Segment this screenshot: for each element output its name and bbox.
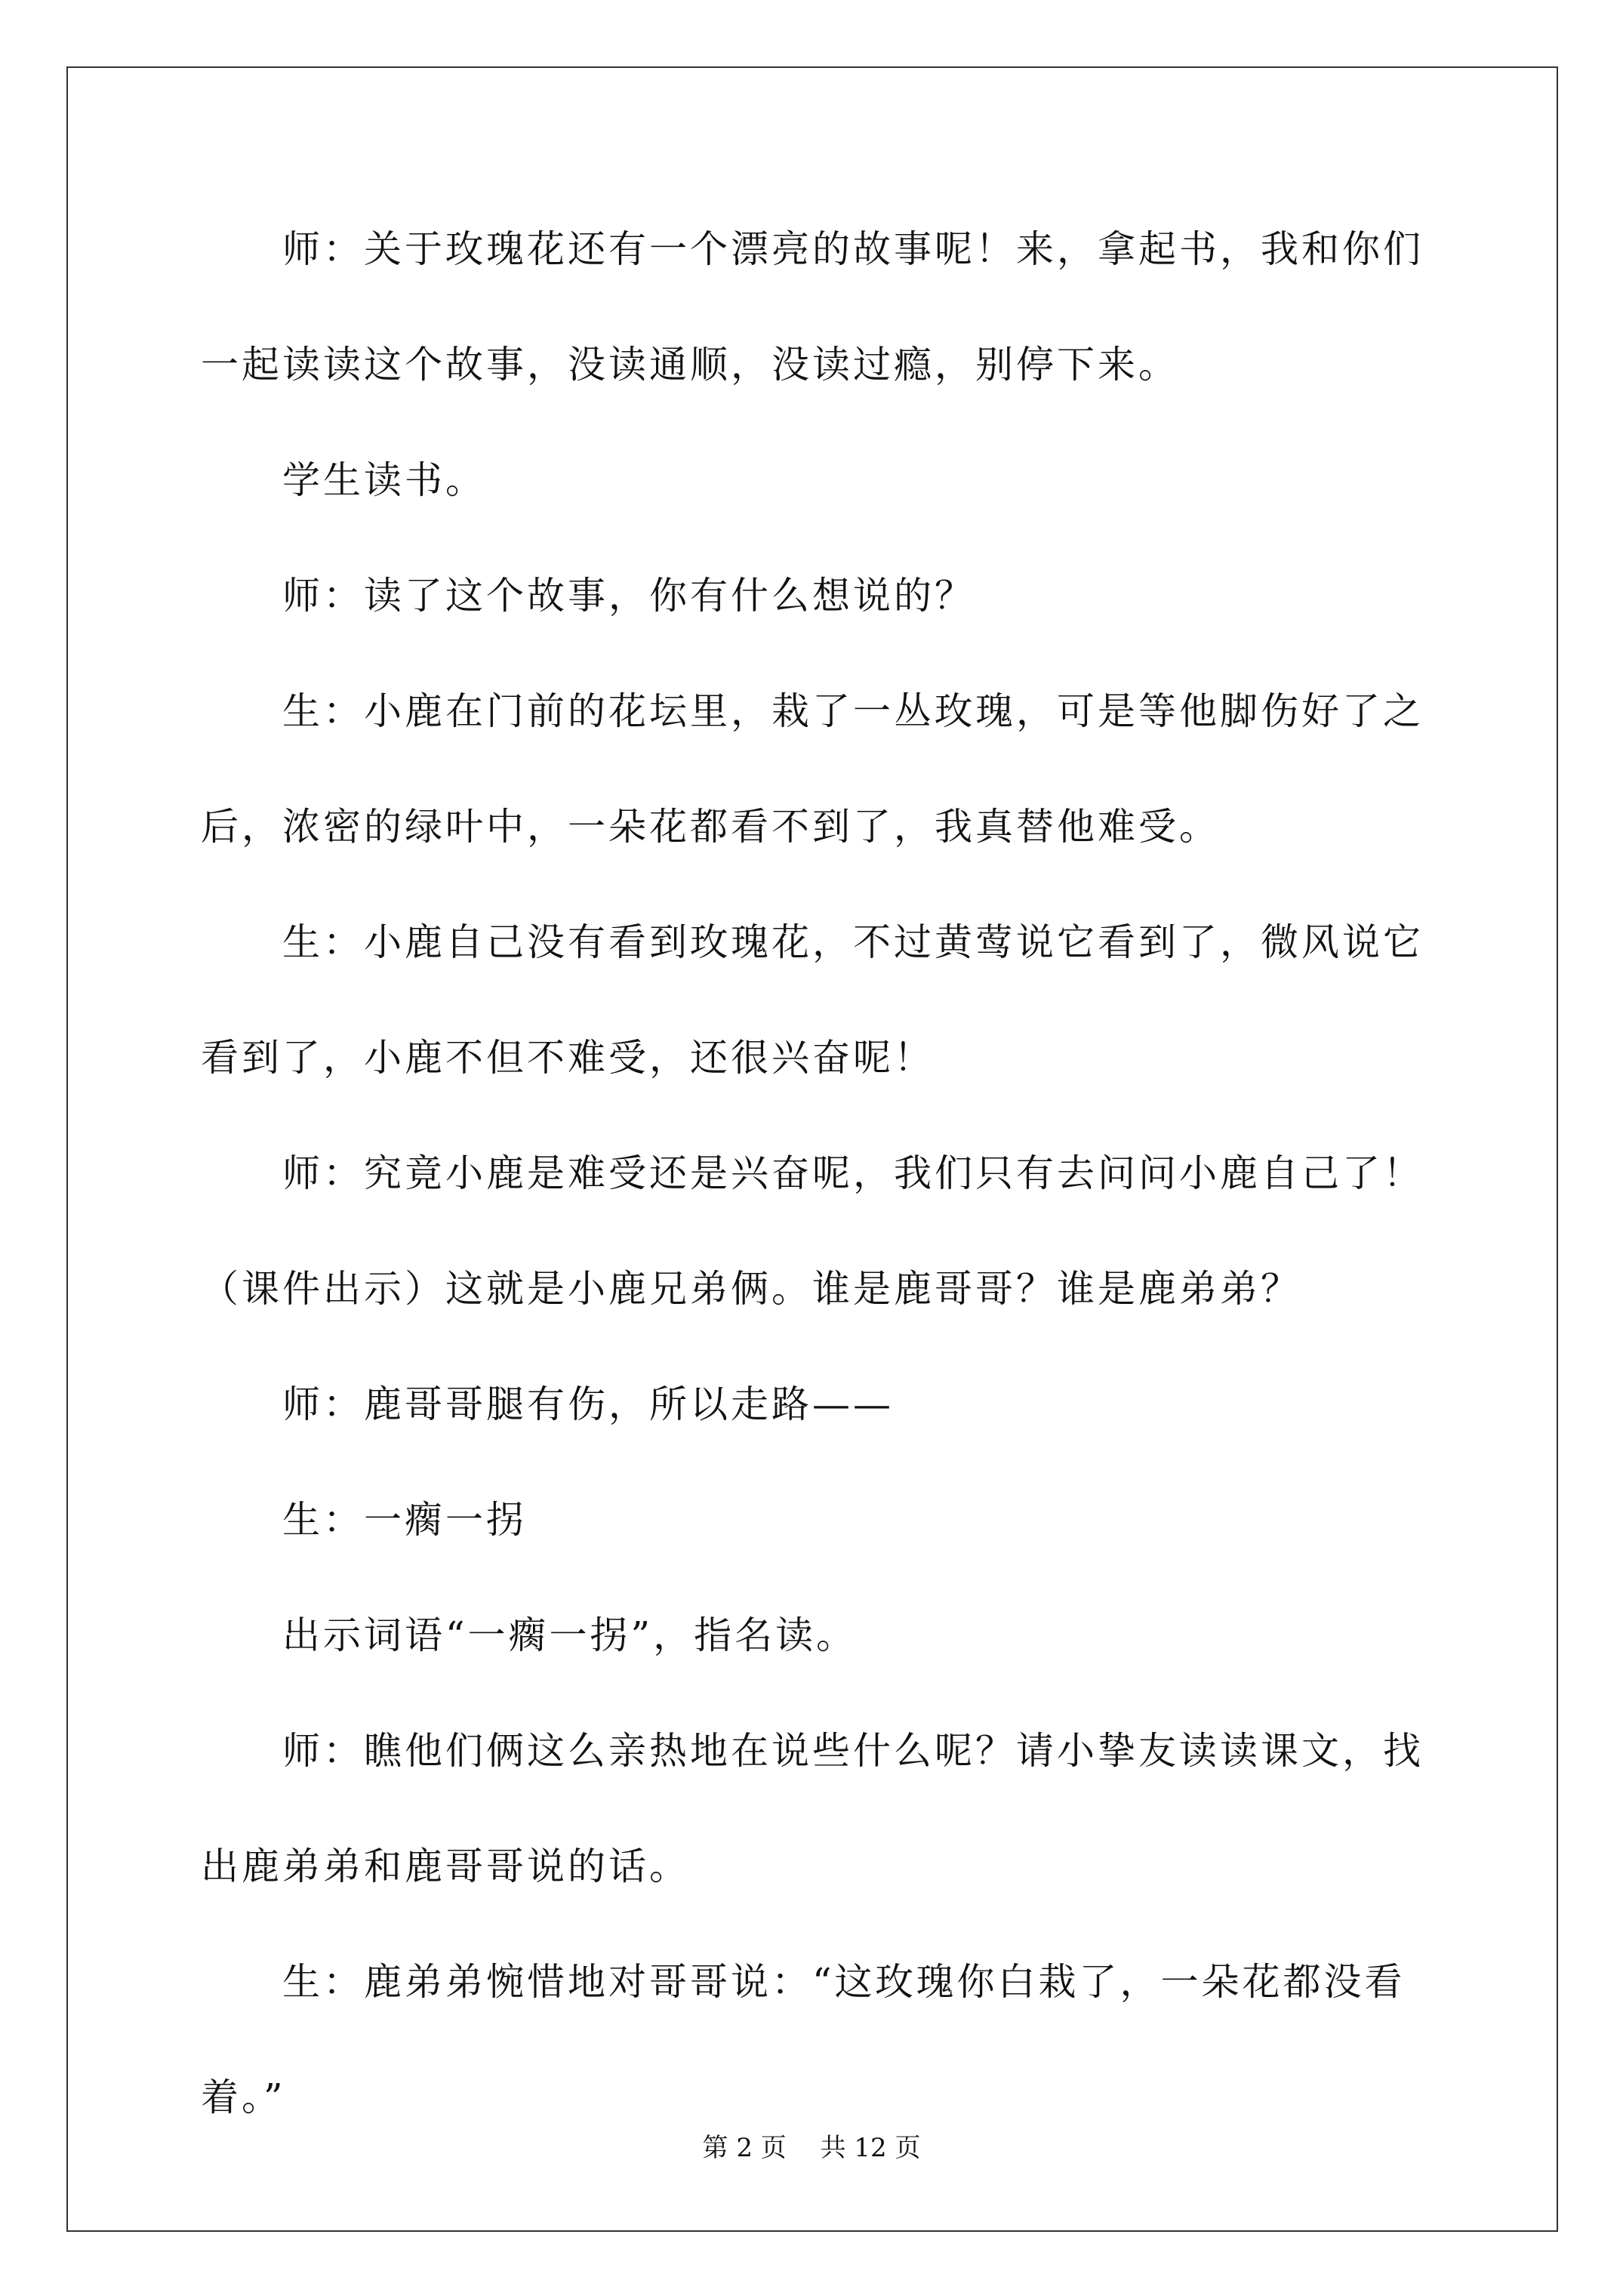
text-line: 后，浓密的绿叶中，一朵花都看不到了，我真替他难受。 <box>201 805 1220 849</box>
text-line: 生：一瘸一拐 <box>201 1498 527 1542</box>
text-line: 师：究竟小鹿是难受还是兴奋呢，我们只有去问问小鹿自己了！ <box>201 1151 1424 1195</box>
text-line: 着。” <box>201 2076 286 2119</box>
text-line: 师：关于玫瑰花还有一个漂亮的故事呢！来，拿起书，我和你们 <box>201 227 1424 271</box>
text-line: 看到了，小鹿不但不难受，还很兴奋呢！ <box>201 1036 935 1080</box>
text-line: 一起读读这个故事，没读通顺，没读过瘾，别停下来。 <box>201 343 1179 387</box>
page-border <box>66 66 1558 2232</box>
text-line: 生：小鹿在门前的花坛里，栽了一丛玫瑰，可是等他脚伤好了之 <box>201 689 1424 733</box>
text-line: 学生读书。 <box>201 458 486 502</box>
text-line: 出鹿弟弟和鹿哥哥说的话。 <box>201 1845 690 1888</box>
text-line: （课件出示）这就是小鹿兄弟俩。谁是鹿哥哥？谁是鹿弟弟？ <box>201 1267 1301 1311</box>
text-line: 出示词语“一瘸一拐”，指名读。 <box>201 1613 858 1657</box>
text-line: 师：读了这个故事，你有什么想说的？ <box>201 574 975 618</box>
page-number-footer: 第 2 页 共 12 页 <box>702 2133 921 2163</box>
text-line: 生：小鹿自己没有看到玫瑰花，不过黄莺说它看到了，微风说它 <box>201 920 1424 964</box>
text-line: 师：鹿哥哥腿有伤，所以走路—— <box>201 1382 894 1426</box>
text-line: 生：鹿弟弟惋惜地对哥哥说：“这玫瑰你白栽了，一朵花都没看 <box>201 1960 1406 2004</box>
text-line: 师：瞧他们俩这么亲热地在说些什么呢？请小挚友读读课文，找 <box>201 1729 1424 1773</box>
